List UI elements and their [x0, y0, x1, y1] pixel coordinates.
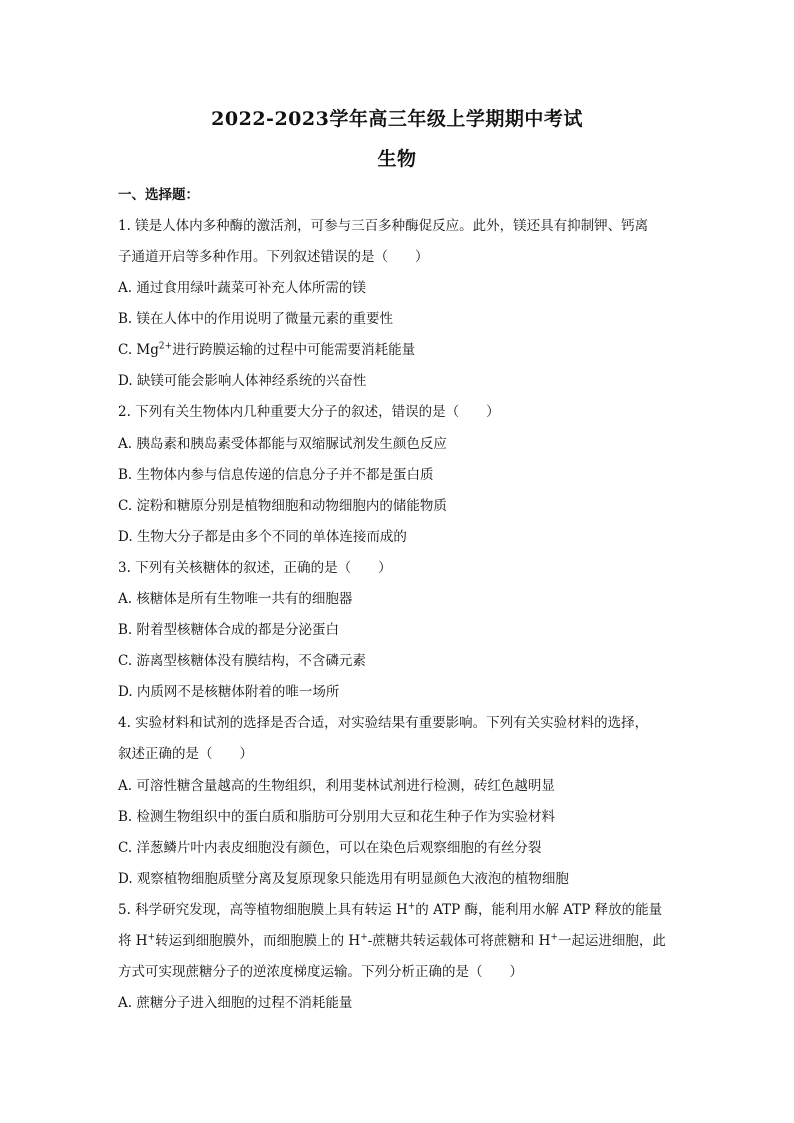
- q1-stem-line2: 子通道开启等多种作用。下列叙述错误的是（ ）: [118, 249, 429, 265]
- q2-option-d: D. 生物大分子都是由多个不同的单体连接而成的: [118, 529, 407, 545]
- q5-line2-superscript-3: +: [550, 932, 558, 943]
- q4-option-b: B. 检测生物组织中的蛋白质和脂肪可分别用大豆和花生种子作为实验材料: [118, 809, 556, 825]
- q5-line1-part-b: 的 ATP 酶，能利用水解 ATP 释放的能量: [415, 902, 663, 918]
- q5-line2-superscript-1: +: [147, 932, 156, 943]
- q5-line2-part-a: 将 H: [118, 933, 148, 949]
- q1-option-c-suffix: 进行跨膜运输的过程中可能需要消耗能量: [172, 342, 416, 358]
- q5-line2-part-d: 一起运进细胞，此: [557, 933, 666, 949]
- q4-option-a: A. 可溶性糖含量越高的生物组织，利用斐林试剂进行检测，砖红色越明显: [118, 778, 555, 794]
- q2-stem: 2. 下列有关生物体内几种重要大分子的叙述，错误的是（ ）: [118, 404, 500, 420]
- q5-line2-part-c: -蔗糖共转运载体可将蔗糖和 H: [367, 933, 551, 949]
- exam-title: 2022-2023学年高三年级上学期期中考试: [211, 108, 583, 130]
- q1-stem-line1: 1. 镁是人体内多种酶的激活剂，可参与三百多种酶促反应。此外，镁还具有抑制钾、钙离: [118, 218, 649, 234]
- q2-option-a: A. 胰岛素和胰岛素受体都能与双缩脲试剂发生颜色反应: [118, 436, 447, 452]
- q5-line1-superscript: +: [407, 901, 416, 912]
- q5-stem-line2: [118, 932, 666, 950]
- q1-option-c-prefix: C. Mg: [118, 342, 159, 358]
- q1-option-a: A. 通过食用绿叶蔬菜可补充人体所需的镁: [118, 280, 366, 296]
- q4-stem-line2: 叙述正确的是（ ）: [118, 746, 253, 762]
- q3-option-c: C. 游离型核糖体没有膜结构，不含磷元素: [118, 653, 366, 669]
- q3-option-a: A. 核糖体是所有生物唯一共有的细胞器: [118, 591, 353, 607]
- q1-option-d: D. 缺镁可能会影响人体神经系统的兴奋性: [118, 373, 367, 389]
- q4-option-c: C. 洋葱鳞片叶内表皮细胞没有颜色，可以在染色后观察细胞的有丝分裂: [118, 840, 542, 856]
- q5-line1-part-a: 5. 科学研究发现，高等植物细胞膜上具有转运 H: [118, 902, 408, 918]
- q3-option-d: D. 内质网不是核糖体附着的唯一场所: [118, 684, 340, 700]
- q4-option-d: D. 观察植物细胞质壁分离及复原现象只能选用有明显颜色大液泡的植物细胞: [118, 871, 569, 887]
- q5-stem-line3: 方式可实现蔗糖分子的逆浓度梯度运输。下列分析正确的是（ ）: [118, 964, 523, 980]
- exam-subject: 生物: [377, 148, 417, 170]
- q5-option-a: A. 蔗糖分子进入细胞的过程不消耗能量: [118, 995, 353, 1011]
- q1-option-c: [118, 341, 415, 359]
- q2-option-c: C. 淀粉和糖原分别是植物细胞和动物细胞内的储能物质: [118, 498, 447, 514]
- q5-line2-superscript-2: +: [360, 932, 368, 943]
- q5-line2-part-b: 转运到细胞膜外，而细胞膜上的 H: [155, 933, 361, 949]
- q4-stem-line1: 4. 实验材料和试剂的选择是否合适，对实验结果有重要影响。下列有关实验材料的选择，: [118, 715, 649, 731]
- q3-option-b: B. 附着型核糖体合成的都是分泌蛋白: [118, 622, 340, 638]
- section-heading: 一、选择题：: [118, 187, 199, 203]
- q2-option-b: B. 生物体内参与信息传递的信息分子并不都是蛋白质: [118, 467, 434, 483]
- q1-option-c-superscript: 2+: [158, 341, 173, 352]
- q3-stem: 3. 下列有关核糖体的叙述，正确的是（ ）: [118, 560, 392, 576]
- q5-stem-line1: [118, 901, 662, 919]
- q1-option-b: B. 镁在人体中的作用说明了微量元素的重要性: [118, 311, 394, 327]
